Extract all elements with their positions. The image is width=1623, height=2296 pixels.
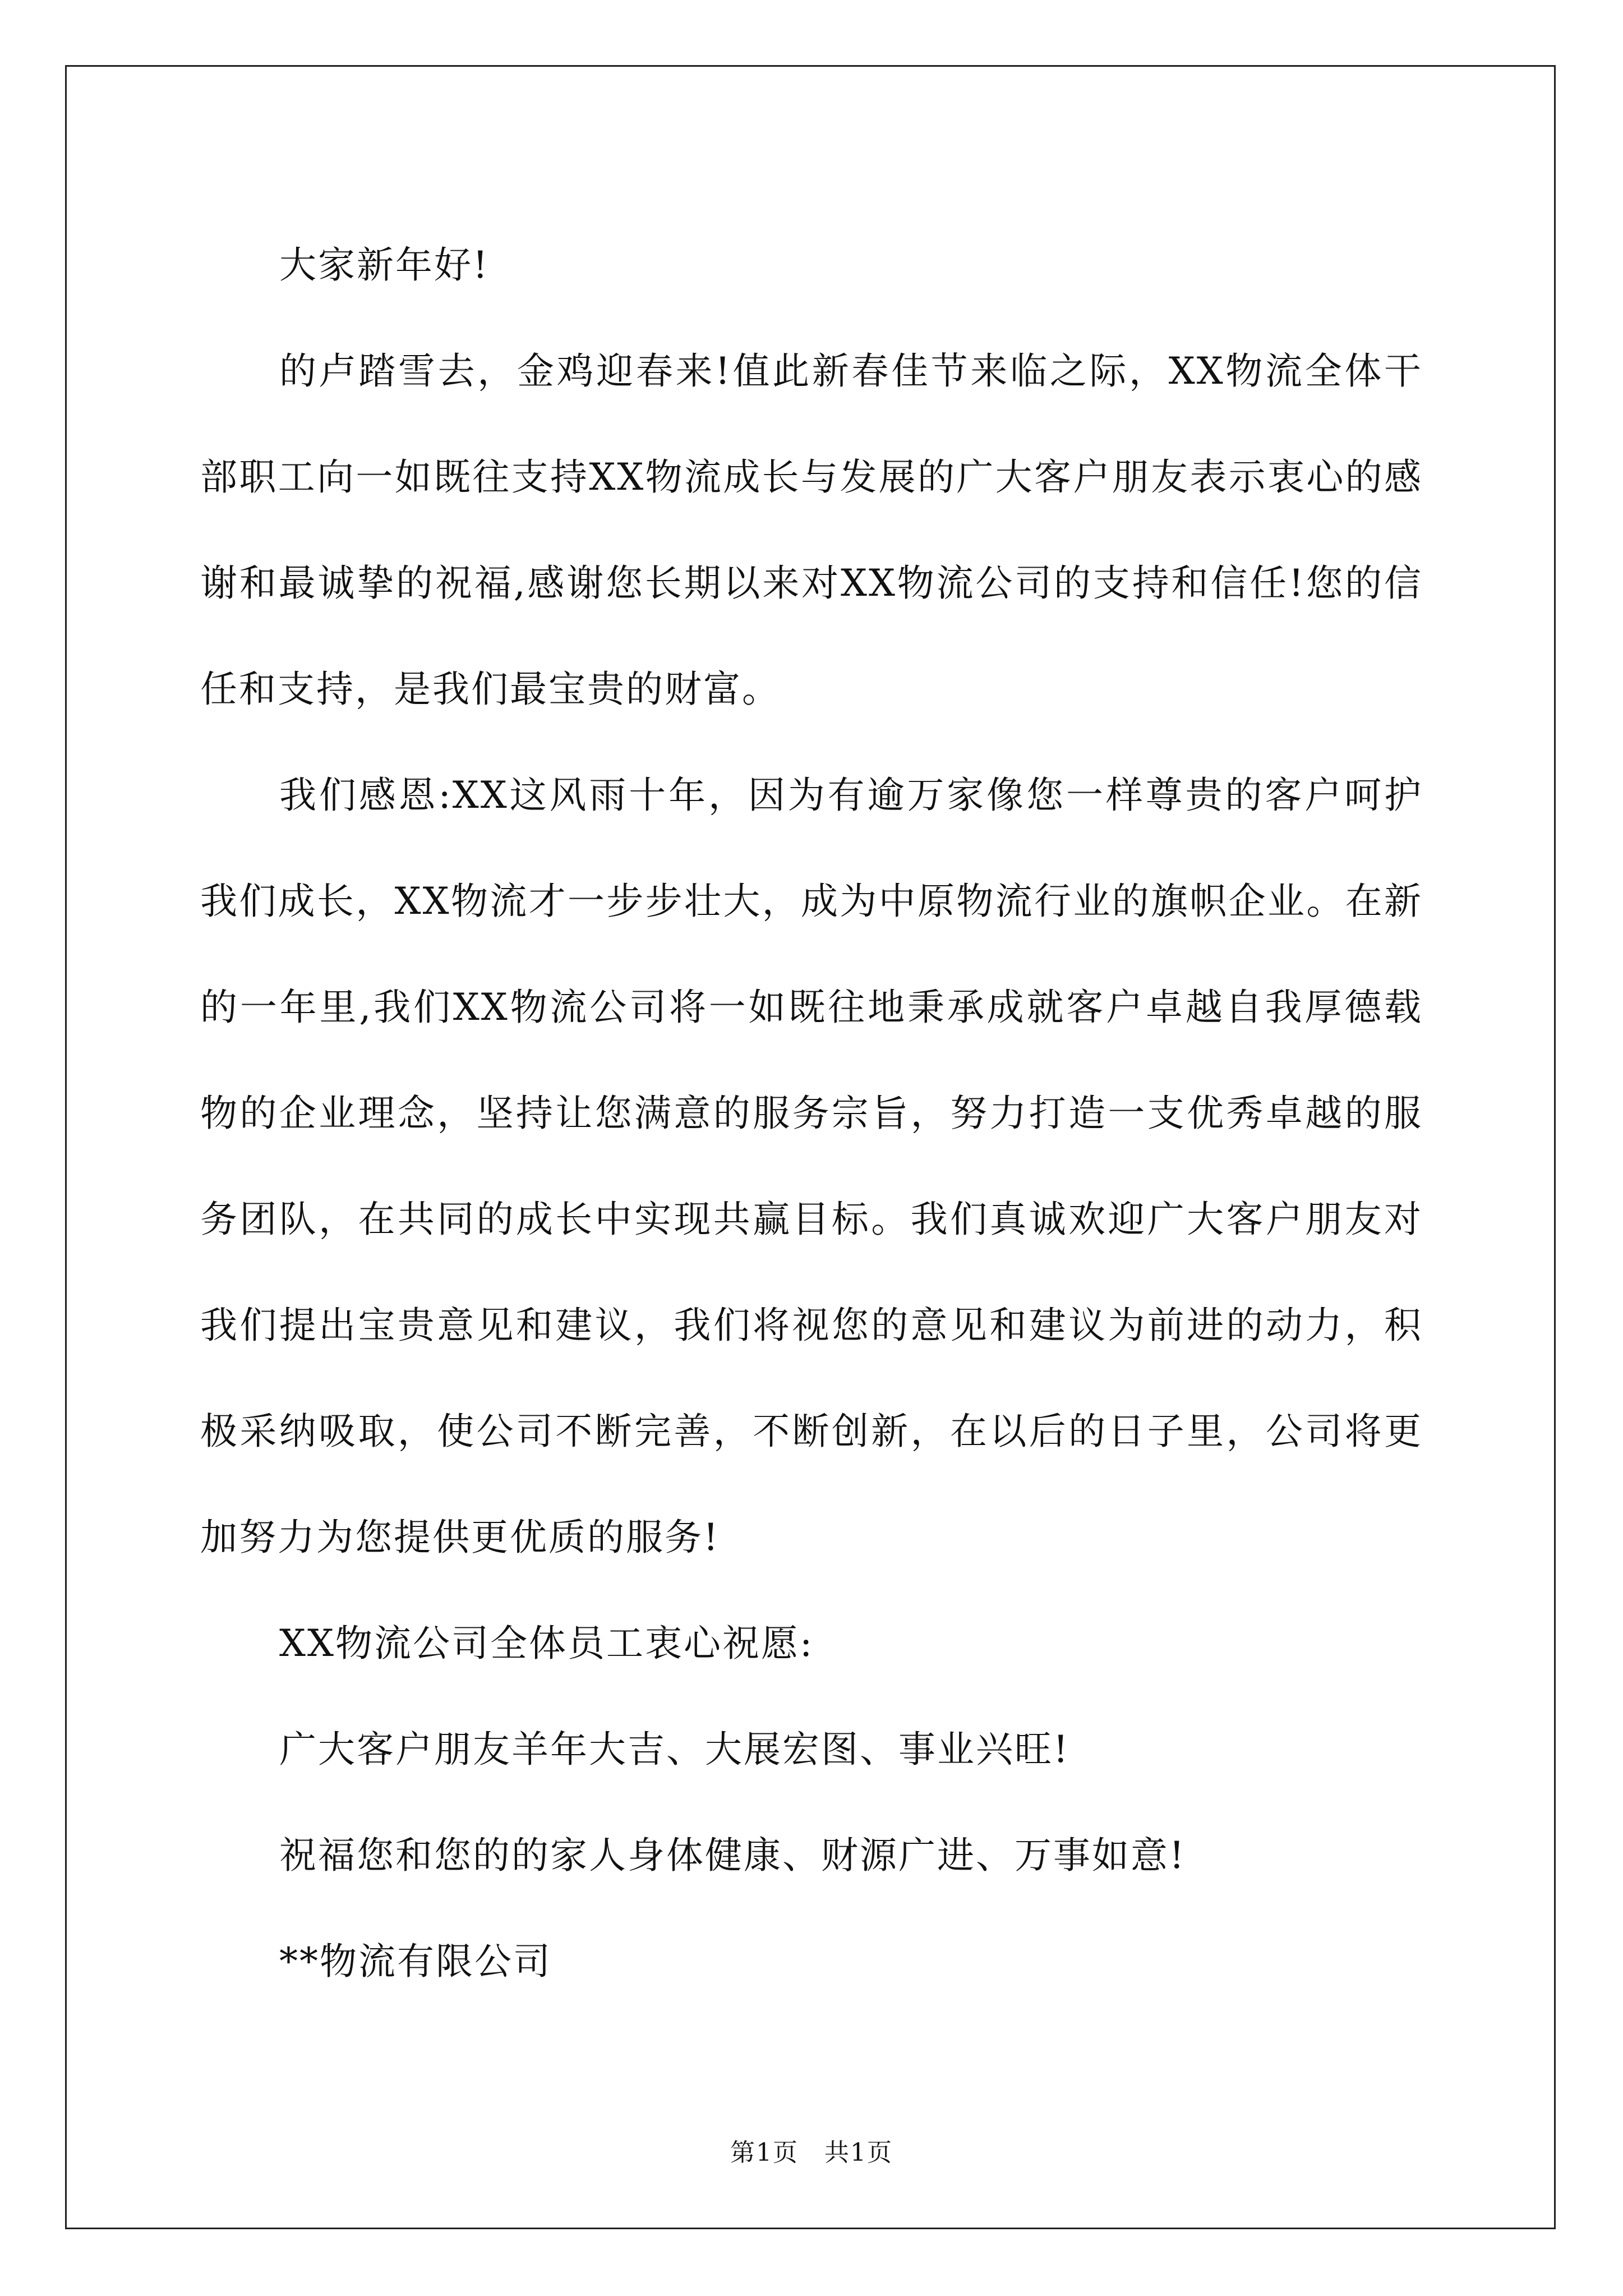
greeting: 大家新年好! (279, 243, 490, 287)
paragraph-thanks: 的卢踏雪去，金鸡迎春来!值此新春佳节来临之际，XX物流全体干部职工向一如既往支持XX物流成长与发展的广大客户朋友表示衷心的感谢和最诚挚的祝福,感谢您长期以来对XX物流公司的支持和信任!您的信任和支持，是我们最宝贵的财富。 (200, 349, 1423, 711)
wish-line: 祝福您和您的的家人身体健康、财源广进、万事如意! (279, 1834, 1186, 1877)
signature: **物流有限公司 (279, 1940, 552, 1983)
page-number: 第1页 共1页 (730, 2138, 893, 2167)
wishes-intro: XX物流公司全体员工衷心祝愿: (279, 1622, 814, 1665)
paragraph-gratitude: 我们感恩:XX这风雨十年，因为有逾万家像您一样尊贵的客户呵护我们成长，XX物流才一步步壮大，成为中原物流行业的旗帜企业。在新的一年里,我们XX物流公司将一如既往地秉承成就客户卓越自我厚德载物的企业理念，坚持让您满意的服务宗旨，努力打造一支优秀卓越的服务团队，在共同的成长中实现共赢目标。我们真诚欢迎广大客户朋友对我们提出宝贵意见和建议，我们将视您的意见和建议为前进的动力，积极采纳吸取，使公司不断完善，不断创新，在以后的日子里，公司将更加努力为您提供更优质的服务! (200, 774, 1423, 1559)
wish-line: 广大客户朋友羊年大吉、大展宏图、事业兴旺! (279, 1728, 1070, 1771)
letter-body (200, 212, 1423, 2014)
